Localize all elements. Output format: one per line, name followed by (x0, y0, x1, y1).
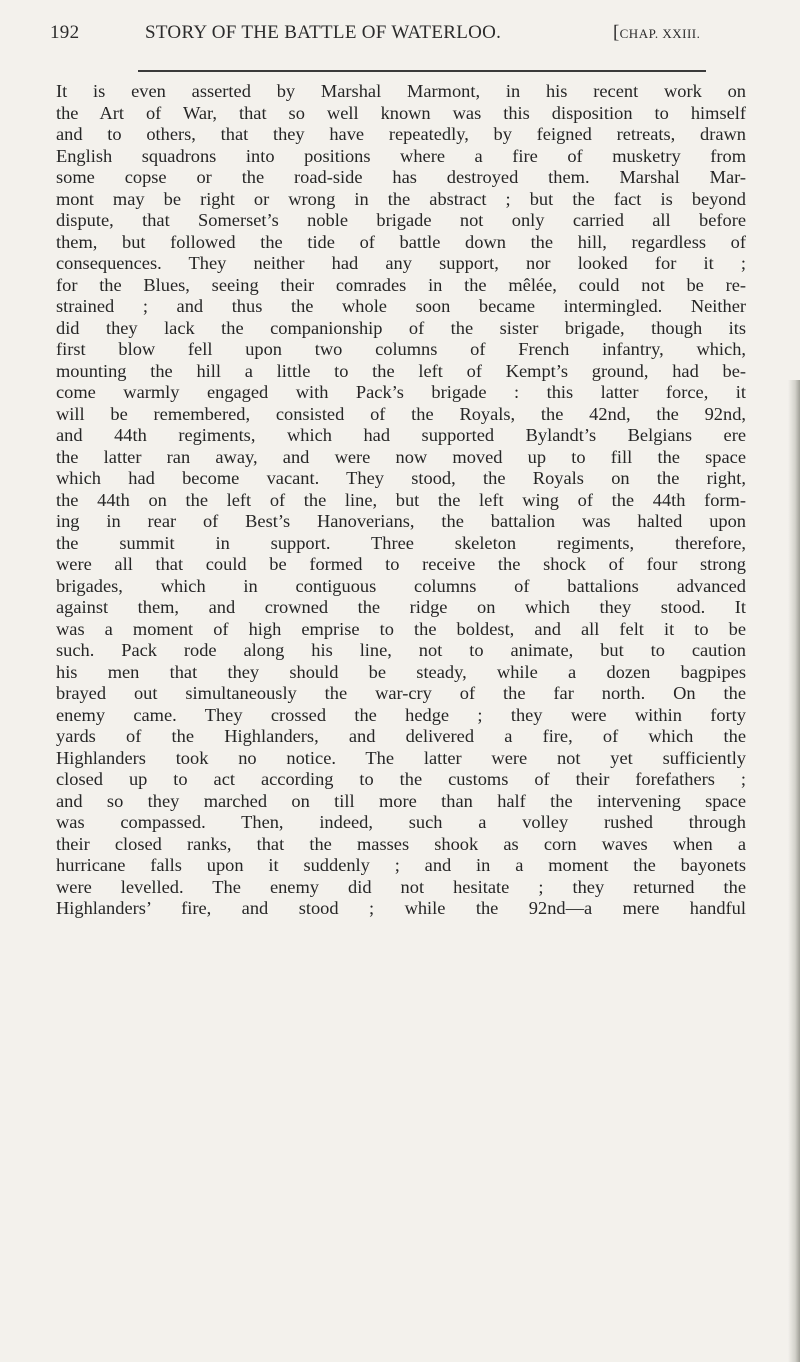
text-line: some copse or the road-side has destroyed them. Marshal Mar- (56, 167, 746, 187)
text-line: yards of the Highlanders, and delivered a fire, of which the (56, 726, 746, 746)
chapter-reference (613, 22, 700, 44)
text-line: hurricane falls upon it suddenly ; and in a moment the bayonets (56, 855, 746, 875)
text-line: the latter ran away, and were now moved up to fill the space (56, 446, 746, 467)
text-line: his men that they should be steady, while a dozen bagpipes (56, 661, 746, 682)
text-line: It is even asserted by Marshal Marmont, in his recent work on (56, 81, 746, 101)
page-number: 192 (50, 22, 80, 43)
text-line: strained ; and thus the whole soon became intermingled. Neither (56, 296, 746, 316)
text-line: Highlanders’ fire, and stood ; while the 92nd—a mere handful (56, 898, 746, 918)
text-line: and so they marched on till more than half the intervening space (56, 790, 746, 811)
chapter-label: CHAP. XXIII. (619, 26, 701, 41)
page-edge-shadow (788, 380, 800, 1362)
chapter-bracket: [ (613, 22, 620, 43)
text-line: come warmly engaged with Pack’s brigade : this latter force, it (56, 382, 746, 402)
text-line: were levelled. The enemy did not hesitate ; they returned the (56, 876, 746, 897)
header-rule (138, 70, 706, 72)
text-line: was a moment of high emprise to the boldest, and all felt it to be (56, 618, 746, 639)
text-line: Highlanders took no notice. The latter were not yet sufficiently (56, 747, 746, 768)
text-line: English squadrons into positions where a fire of musketry from (56, 145, 746, 166)
text-line: did they lack the companionship of the sister brigade, though its (56, 317, 746, 338)
text-line: against them, and crowned the ridge on which they stood. It (56, 597, 746, 617)
text-line: ing in rear of Best’s Hanoverians, the battalion was halted upon (56, 511, 746, 531)
text-line: enemy came. They crossed the hedge ; they were within forty (56, 704, 746, 725)
text-line: which had become vacant. They stood, the Royals on the right, (56, 468, 746, 488)
text-line: the Art of War, that so well known was this disposition to himself (56, 102, 746, 123)
text-line: closed up to act according to the customs of their forefathers ; (56, 769, 746, 789)
text-line: them, but followed the tide of battle down the hill, regardless of (56, 231, 746, 252)
text-line: brigades, which in contiguous columns of battalions advanced (56, 575, 746, 596)
running-title: STORY OF THE BATTLE OF WATERLOO. (145, 22, 502, 43)
text-line: their closed ranks, that the masses shook as corn waves when a (56, 833, 746, 854)
running-head (50, 20, 750, 50)
text-line: consequences. They neither had any support, nor looked for it ; (56, 253, 746, 273)
text-line: such. Pack rode along his line, not to animate, but to caution (56, 640, 746, 660)
text-line: will be remembered, consisted of the Royals, the 42nd, the 92nd, (56, 403, 746, 424)
text-line: and 44th regiments, which had supported Bylandt’s Belgians ere (56, 425, 746, 445)
text-line: dispute, that Somerset’s noble brigade not only carried all before (56, 210, 746, 230)
body-text (56, 81, 746, 920)
text-line: mounting the hill a little to the left of Kempt’s ground, had be- (56, 360, 746, 381)
text-line: the summit in support. Three skeleton regiments, therefore, (56, 532, 746, 553)
text-line: brayed out simultaneously the war-cry of the far north. On the (56, 683, 746, 703)
text-line: and to others, that they have repeatedly, by feigned retreats, drawn (56, 124, 746, 144)
text-line: were all that could be formed to receive the shock of four strong (56, 554, 746, 574)
text-line: for the Blues, seeing their comrades in the mêlée, could not be re- (56, 274, 746, 295)
text-line: the 44th on the left of the line, but the left wing of the 44th form- (56, 489, 746, 510)
text-line: first blow fell upon two columns of French infantry, which, (56, 339, 746, 359)
text-line: mont may be right or wrong in the abstract ; but the fact is beyond (56, 188, 746, 209)
text-line: was compassed. Then, indeed, such a volley rushed through (56, 812, 746, 832)
